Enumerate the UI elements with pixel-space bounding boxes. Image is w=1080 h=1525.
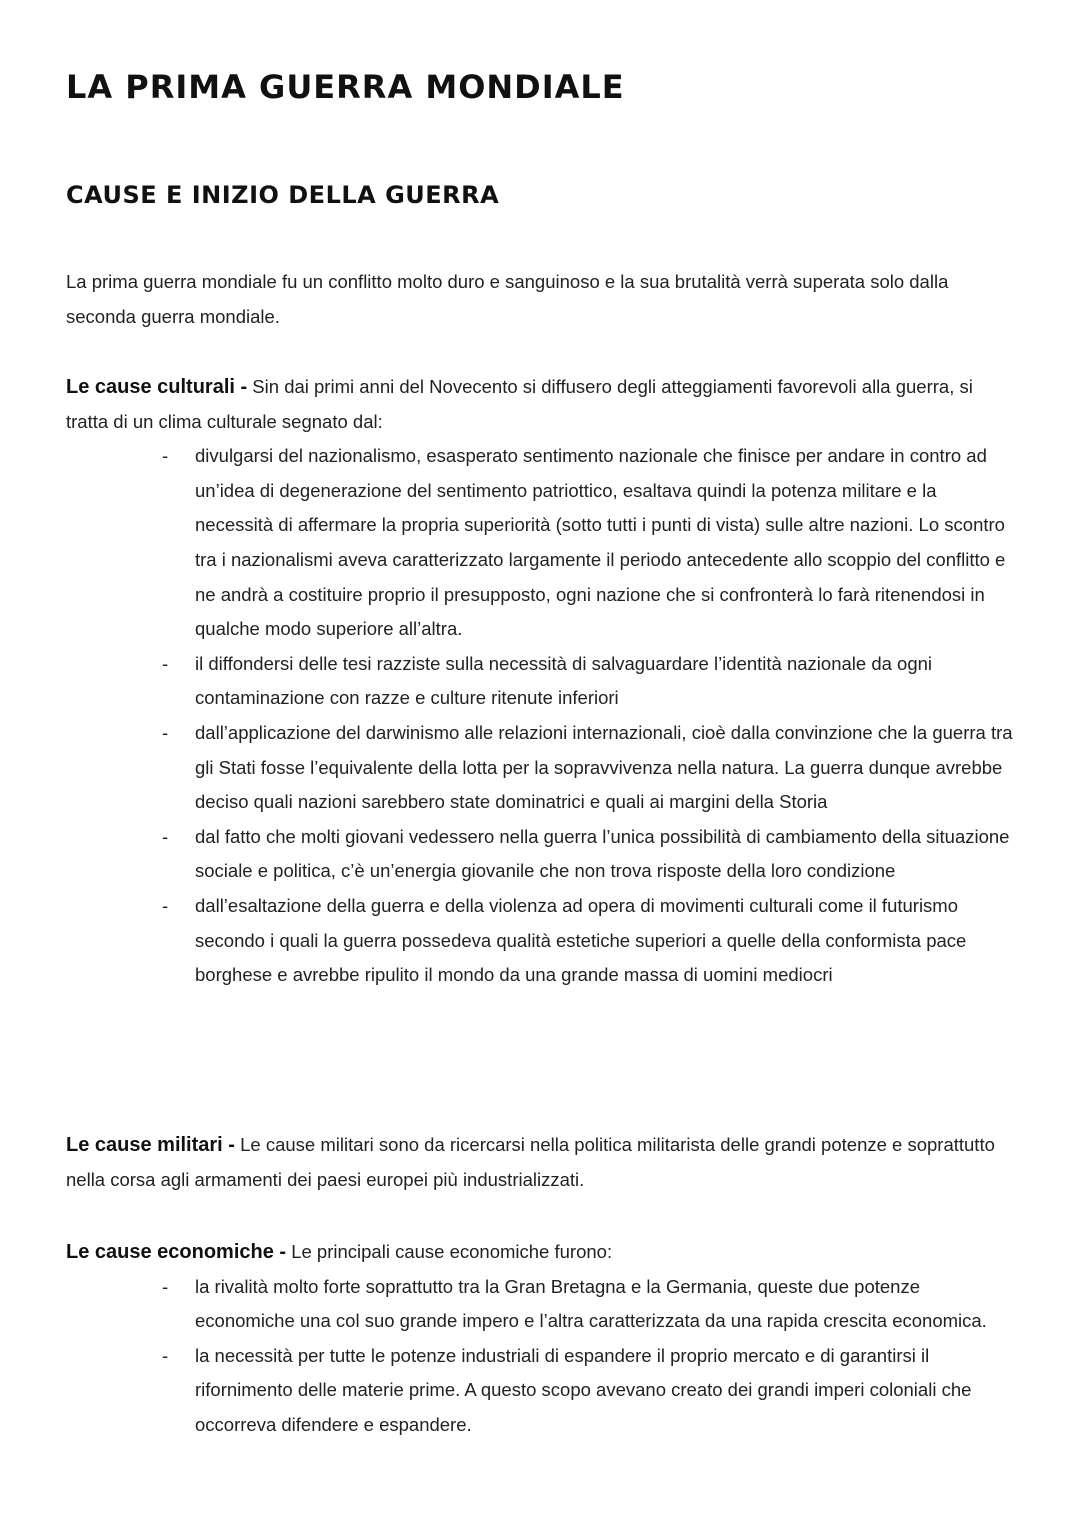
- dash-bullet: -: [162, 1344, 169, 1366]
- dash-bullet: -: [162, 1275, 169, 1297]
- economic-causes-list: [66, 1270, 1016, 1443]
- intro-paragraph: La prima guerra mondiale fu un conflitto molto duro e sanguinoso e la sua brutalità verrà superata solo dalla seconda guerra mondiale.: [66, 271, 949, 327]
- list-item: [66, 1270, 1016, 1339]
- dash-bullet: -: [162, 445, 169, 467]
- list-item-text: la necessità per tutte le potenze industriali di espandere il proprio mercato e di garantirsi il rifornimento delle materie prime. A questo scopo avevano creato dei grandi imperi coloniali che occorreva difendere e espandere.: [195, 1344, 972, 1435]
- cultural-causes-text: Sin dai primi anni del Novecento si diffusero degli atteggiamenti favorevoli alla guerra, si tratta di un clima culturale segnato dal:: [66, 376, 973, 432]
- economic-causes-heading: Le cause economiche -: [66, 1241, 287, 1263]
- list-item: [66, 647, 1016, 716]
- military-causes-text: Le cause militari sono da ricercarsi nella politica militarista delle grandi potenze e soprattutto nella corsa agli armamenti dei paesi europei più industrializzati.: [66, 1134, 995, 1190]
- list-item-text: dall’applicazione del darwinismo alle relazioni internazionali, cioè dalla convinzione che la guerra tra gli Stati fosse l’equivalente della lotta per la sopravvivenza nella natura. La guerra dunque avrebbe deciso quali nazioni sarebbero state dominatrici e quali ai margini della Storia: [195, 721, 1013, 813]
- list-item: [66, 1339, 1016, 1443]
- military-causes-section: [66, 1128, 1016, 1197]
- section-title: CAUSE E INIZIO DELLA GUERRA: [66, 181, 500, 209]
- list-item-text: la rivalità molto forte soprattutto tra la Gran Bretagna e la Germania, queste due potenze economiche una col suo grande impero e l’altra caratterizzata da una rapida crescita economica.: [195, 1275, 987, 1332]
- economic-causes-section: [66, 1235, 1016, 1443]
- page-title: LA PRIMA GUERRA MONDIALE: [66, 68, 625, 106]
- cultural-causes-list: [66, 439, 1016, 993]
- dash-bullet: -: [162, 894, 169, 916]
- list-item: [66, 820, 1016, 889]
- list-item-text: il diffondersi delle tesi razziste sulla necessità di salvaguardare l’identità nazionale da ogni contaminazione con razze e culture ritenute inferiori: [195, 652, 933, 709]
- list-item-text: dal fatto che molti giovani vedessero nella guerra l’unica possibilità di cambiamento della situazione sociale e politica, c’è un’energia giovanile che non trova risposte della loro condizione: [195, 825, 1010, 882]
- dash-bullet: -: [162, 721, 169, 743]
- list-item: [66, 439, 1016, 647]
- list-item-text: dall’esaltazione della guerra e della violenza ad opera di movimenti culturali come il futurismo secondo i quali la guerra possedeva qualità estetiche superiori a quelle della conformista pace borghese e avrebbe ripulito il mondo da una grande massa di uomini mediocri: [195, 894, 967, 986]
- dash-bullet: -: [162, 825, 169, 847]
- list-item-text: divulgarsi del nazionalismo, esasperato sentimento nazionale che finisce per andare in contro ad un’idea di degenerazione del sentimento patriottico, esaltava quindi la potenza militare e la necessità di affermare la propria superiorità (sotto tutti i punti di vista) sulle altre nazioni. Lo scontro tra i nazionalismi aveva caratterizzato largamente il periodo antecedente allo scoppio del conflitto e ne andrà a costituire proprio il presupposto, ogni nazione che si confronterà lo farà ritenendosi in qualche modo superiore all’altra.: [195, 445, 1006, 640]
- cultural-causes-heading: Le cause culturali -: [66, 376, 248, 398]
- dash-bullet: -: [162, 652, 169, 674]
- list-item: [66, 716, 1016, 820]
- cultural-causes-section: [66, 370, 1016, 993]
- economic-causes-text: Le principali cause economiche furono:: [286, 1241, 613, 1262]
- list-item: [66, 889, 1016, 993]
- military-causes-heading: Le cause militari -: [66, 1134, 235, 1156]
